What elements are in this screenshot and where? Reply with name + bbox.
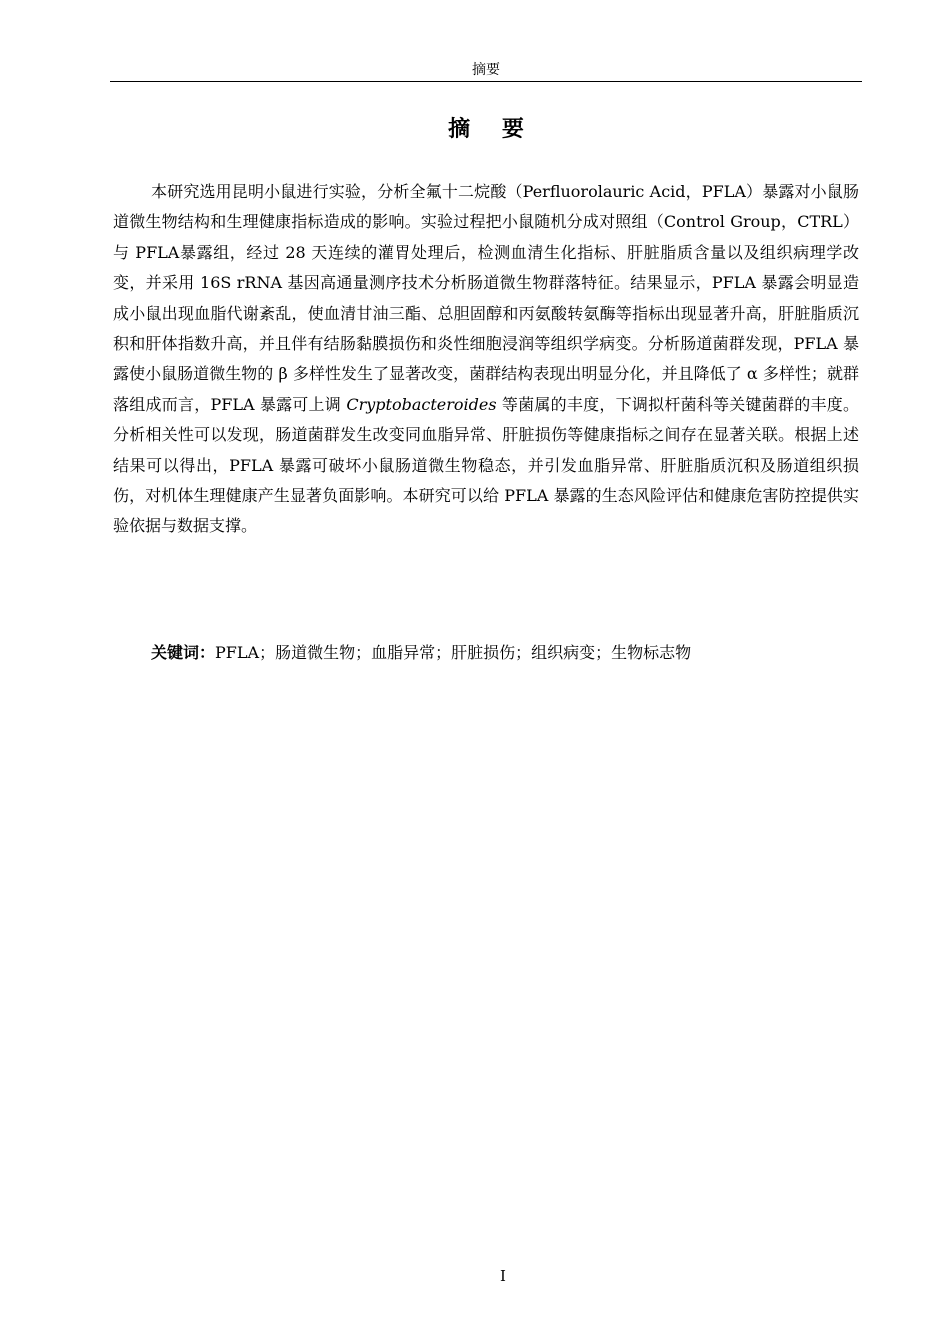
running-header: 摘要	[472, 62, 500, 78]
keywords-value: PFLA；肠道微生物；血脂异常；肝脏损伤；组织病变；生物标志物	[215, 643, 692, 662]
page-title: 摘 要	[448, 117, 536, 142]
keywords-line	[113, 638, 859, 668]
header-divider	[110, 81, 862, 82]
abstract-text-part2: 等菌属的丰度，下调拟杆菌科等关键菌群的丰度。分析相关性可以发现，肠道菌群发生改变同血脂异常、肝脏损伤等健康指标之间存在显著关联。根据上述结果可以得出，PFLA 暴露可破坏小鼠肠道微生物稳态，并引发血脂异常、肝脏脂质沉积及肠道组织损伤，对机体生理健康产生显著负面影响。本研究可以给 PFLA 暴露的生态风险评估和健康危害防控提供实验依据与数据支撑。	[113, 394, 859, 536]
keywords-label: 关键词：	[151, 643, 216, 662]
abstract-paragraph	[113, 177, 859, 542]
abstract-text-part1: 本研究选用昆明小鼠进行实验，分析全氟十二烷酸（Perfluorolauric Acid，PFLA）暴露对小鼠肠道微生物结构和生理健康指标造成的影响。实验过程把小鼠随机分成对照组（Control Group，CTRL）与 PFLA暴露组，经过 28 天连续的灌胃处理后，检测血清生化指标、肝脏脂质含量以及组织病理学改变，并采用 16S rRNA 基因高通量测序技术分析肠道微生物群落特征。结果显示，PFLA 暴露会明显造成小鼠出现血脂代谢紊乱，使血清甘油三酯、总胆固醇和丙氨酸转氨酶等指标出现显著升高，肝脏脂质沉积和肝体指数升高，并且伴有结肠黏膜损伤和炎性细胞浸润等组织学病变。分析肠道菌群发现，PFLA 暴露使小鼠肠道微生物的 β 多样性发生了显著改变，菌群结构表现出明显分化，并且降低了 α 多样性；就群落组成而言，PFLA 暴露可上调	[113, 182, 859, 414]
abstract-genus-name: Cryptobacteroides	[346, 394, 497, 414]
page-number: I	[500, 1267, 506, 1285]
